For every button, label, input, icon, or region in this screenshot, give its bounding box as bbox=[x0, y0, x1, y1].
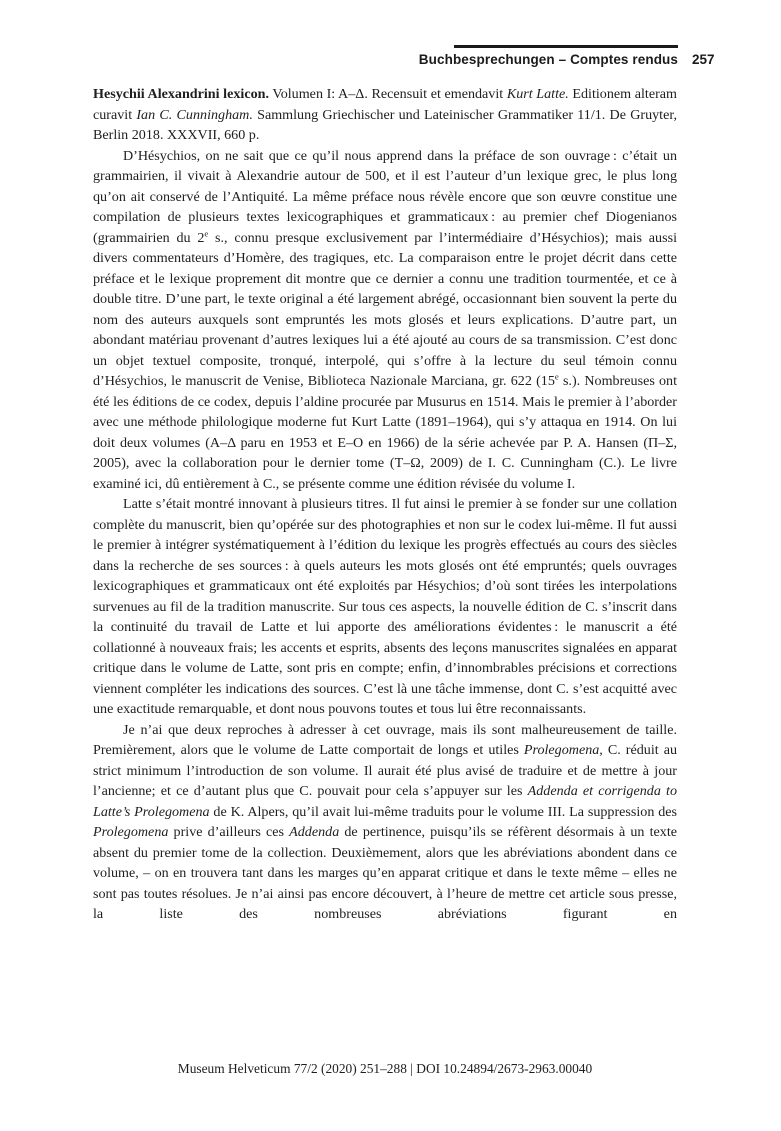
text-run: D’Hésychios, on ne sait que ce qu’il nous apprend dans la préface de son ouvrage : c’était un grammairien, il vivait à Alexandrie autour de 500, et il est l’auteur d’un lexique grec, le plus long qu’on ait conservé de l’Antiquité. La même préface nous révèle encore que son œuvre constitue une compilation de plusieurs textes lexicographiques et grammaticaux : au premier chef Diogenianos (grammairien du 2 bbox=[93, 147, 677, 246]
paragraph bbox=[93, 84, 677, 146]
text-run: Editionem alteram curavit bbox=[93, 86, 677, 123]
text-run: Je n’ai que deux reproches à adresser à cet ouvrage, mais ils sont malheureusement de taille. Premièrement, alors que le volume de Latte comportait de longs et utiles bbox=[93, 721, 677, 758]
text-run: C. réduit au strict minimum l’introduction de son volume. Il aurait été plus avisé de traduire et de mettre à jour l’ancienne; et ce d’autant plus que C. pouvait pour cela s’appuyer sur les bbox=[93, 742, 677, 799]
paragraph bbox=[93, 494, 677, 720]
text-run: de pertinence, puisqu’ils se réfèrent désormais à un texte absent du premier tome de la collection. Deuxièmement, alors que les abréviations abondent dans ce volume, – on en trouvera tant dans les marges qu’en apparat critique et dans le texte même – elles ne sont pas toutes résolues. Je n’ai ainsi pas encore découvert, à l’heure de mettre cet article sous presse, la liste des nombreuses abréviations figurant en bbox=[93, 824, 677, 922]
italic-run: Ian C. Cunningham. bbox=[136, 106, 253, 123]
text-run: s., connu presque exclusivement par l’intermédiaire d’Hésychios); mais aussi divers commentateurs d’Homère, des tragiques, etc. La comparaison entre le projet décrit dans cette préface et le lexique proprement dit montre que ce dernier a connu une tradition tourmentée, et ce à double titre. D’une part, le texte original a été largement abrégé, occasionnant bien souvent la perte du nom des auteurs auxquels sont empruntés les mots glosés et leurs explications. D’autre part, un abondant matériau provenant d’autres lexiques lui a été ajouté au cours de sa transmission. C’est donc un objet textuel composite, tronqué, interpolé, qui s’offre à la lecture du seul témoin connu d’Hésychios, le manuscrit de Venise, Biblioteca Nazionale Marciana, gr. 622 (15 bbox=[93, 229, 677, 389]
superscript: e bbox=[554, 371, 559, 382]
text-run: de K. Alpers, qu’il avait lui-même traduits pour le volume III. La suppression des bbox=[209, 803, 678, 820]
article-body bbox=[93, 84, 677, 925]
footer-citation: Museum Helveticum 77/2 (2020) 251–288 | DOI 10.24894/2673-2963.00040 bbox=[177, 1061, 593, 1076]
italic-run: Addenda bbox=[289, 824, 340, 840]
italic-run: Kurt Latte. bbox=[506, 86, 569, 102]
italic-run: Addenda et corrigenda to Latte’s Prolegomena bbox=[93, 783, 678, 820]
text-run: prive d’ailleurs ces bbox=[168, 824, 290, 840]
text-run: Latte s’était montré innovant à plusieurs titres. Il fut ainsi le premier à se fonder sur une collation complète du manuscrit, bien qu’opérée sur des photographies et non sur le codex lui-même. Il fut aussi le premier à intégrer systématiquement à l’édition du lexique les progrès effectués au cours des siècles dans la recherche de ses sources : à quels auteurs les mots glosés ont été empruntés; quels ouvrages lexicographiques et grammaticaux ont été exploités par Hésychios; d’où sont tirées les interpolations survenues au fil de la tradition manuscrite. Sur tous ces aspects, la nouvelle édition de C. s’inscrit dans la continuité du travail de Latte et lui apporte des améliorations évidentes : le manuscrit a été collationné à nouveaux frais; les accents et esprits, absents des leçons manuscrites signalées en apparat critique dans le volume de Latte, sont pris en compte; enfin, d’innombrables précisions et corrections viennent compléter les indications des sources. C’est là une tâche immense, dont C. s’est acquitté avec une exactitude remarquable, et dont nous pouvons toutes et tous lui être reconnaissants. bbox=[93, 496, 677, 717]
italic-run: Prolegomena bbox=[93, 824, 169, 840]
bold-run: Hesychii Alexandrini lexicon. bbox=[93, 86, 269, 102]
page-number: 257 bbox=[692, 52, 715, 67]
paragraph bbox=[93, 720, 677, 925]
italic-run: Prolegomena, bbox=[523, 742, 603, 758]
header-rule bbox=[454, 45, 678, 48]
text-run: s.). Nombreuses ont été les éditions de ce codex, depuis l’aldine procurée par Musurus en 1514. Mais le premier à l’aborder avec une méthode philologique moderne fut Kurt Latte (1891–1964), qui s’y attaqua en 1914. On lui doit deux volumes (A–Δ paru en 1953 et E–O en 1966) de la série achevée par P. A. Hansen (Π–Σ, 2005), avec la collaboration pour le dernier tome (T–Ω, 2009) de I. C. Cunningham (C.). Le livre examiné ici, dû entièrement à C., se présente comme une édition révisée du volume I. bbox=[93, 373, 677, 492]
running-title: Buchbesprechungen – Comptes rendus bbox=[418, 52, 678, 67]
text-run: Sammlung Griechischer und Lateinischer Grammatiker 11/1. De Gruyter, Berlin 2018. XXXVII, 660 p. bbox=[93, 106, 677, 143]
superscript: e bbox=[204, 227, 209, 238]
paragraph bbox=[93, 146, 677, 495]
text-run: Volumen I: A–Δ. Recensuit et emendavit bbox=[268, 86, 507, 102]
